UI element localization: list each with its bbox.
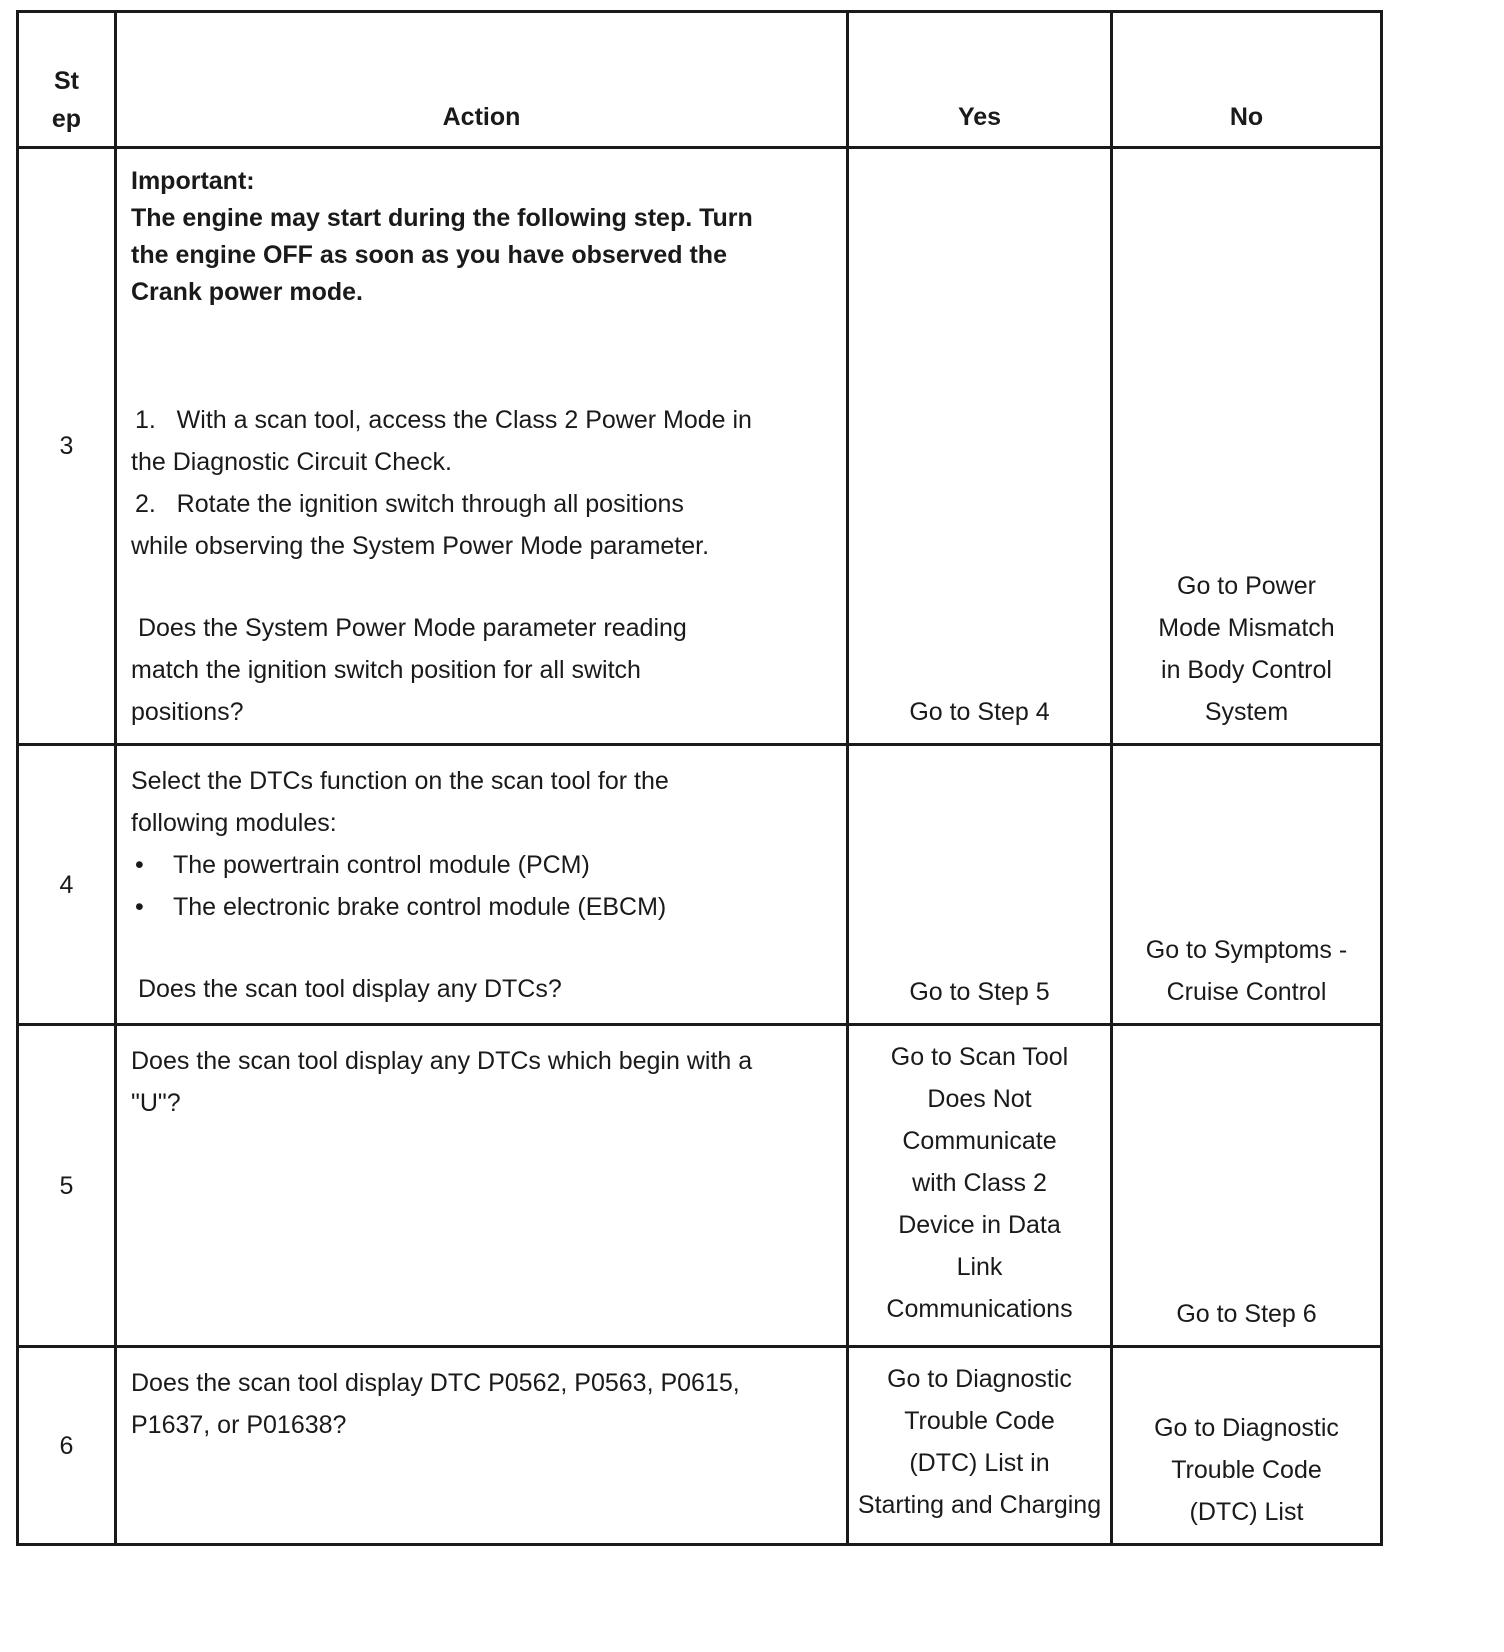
question: Does the scan tool display any DTCs? — [131, 975, 562, 1003]
important-text-line: the engine OFF as soon as you have observed the — [131, 241, 727, 269]
header-step-line2: ep — [51, 105, 82, 133]
header-step-line1: St — [54, 67, 79, 95]
header-yes-label: Yes — [957, 103, 1002, 131]
action-cell — [116, 1025, 848, 1347]
yes-link-line: Starting and Charging — [857, 1491, 1102, 1519]
action-cell — [116, 148, 848, 745]
action-line: "U"? — [131, 1089, 181, 1117]
header-action-label: Action — [442, 103, 521, 131]
no-link-line: Mode Mismatch — [1158, 614, 1335, 642]
no-cell — [1112, 1025, 1382, 1347]
important-text-line: Crank power mode. — [131, 278, 363, 306]
step-number: 3 — [18, 148, 116, 745]
no-link[interactable] — [1117, 929, 1376, 1013]
yes-cell — [848, 1347, 1112, 1545]
action-cell — [116, 1347, 848, 1545]
header-row — [18, 12, 1382, 148]
action-line: P1637, or P01638? — [131, 1411, 347, 1439]
diagnostic-table — [16, 10, 1383, 1546]
step-number: 6 — [18, 1347, 116, 1545]
no-link-line: Cruise Control — [1166, 978, 1327, 1006]
question-line: Does the System Power Mode parameter reading — [131, 614, 687, 642]
instruction-line: while observing the System Power Mode parameter. — [131, 532, 710, 560]
action-cell — [116, 745, 848, 1025]
bullet-icon: • — [135, 851, 144, 879]
list-item-text: The powertrain control module (PCM) — [173, 851, 590, 879]
yes-link-line: Trouble Code — [904, 1407, 1055, 1435]
no-link[interactable] — [1117, 565, 1376, 733]
action-line: following modules: — [131, 809, 337, 837]
yes-link-line: Go to Diagnostic — [887, 1365, 1072, 1393]
no-link[interactable] — [1117, 1407, 1376, 1533]
yes-cell — [848, 148, 1112, 745]
no-link-line: Go to Diagnostic — [1154, 1414, 1339, 1442]
yes-link-line: Go to Scan Tool — [890, 1043, 1069, 1071]
list-item-text: The electronic brake control module (EBCM) — [173, 893, 667, 921]
header-action — [116, 12, 848, 148]
step-number: 4 — [18, 745, 116, 1025]
no-link[interactable]: Go to Step 6 — [1176, 1300, 1317, 1328]
important-note — [131, 163, 832, 311]
yes-link[interactable]: Go to Step 5 — [909, 978, 1050, 1006]
instruction-line: 2. Rotate the ignition switch through all positions — [135, 490, 684, 518]
yes-link[interactable]: Go to Step 4 — [909, 698, 1050, 726]
instruction-line: 1. With a scan tool, access the Class 2 Power Mode in — [135, 406, 752, 434]
table-row-step-5 — [18, 1025, 1382, 1347]
no-cell — [1112, 745, 1382, 1025]
yes-cell — [848, 745, 1112, 1025]
yes-cell — [848, 1025, 1112, 1347]
yes-link-line: Device in Data — [898, 1211, 1061, 1239]
table-row-step-3 — [18, 148, 1382, 745]
step-number: 5 — [18, 1025, 116, 1347]
list-item — [131, 844, 832, 886]
yes-link-line: Link — [956, 1253, 1003, 1281]
no-cell — [1112, 1347, 1382, 1545]
yes-link-line: with Class 2 — [912, 1169, 1047, 1197]
instruction-steps — [131, 399, 832, 567]
action-line: Does the scan tool display any DTCs which begin with a — [131, 1047, 753, 1075]
yes-link-line: Does Not — [927, 1085, 1032, 1113]
header-no — [1112, 12, 1382, 148]
yes-link[interactable] — [853, 1036, 1106, 1330]
question-line: match the ignition switch position for all switch — [131, 656, 641, 684]
important-label: Important: — [131, 167, 255, 195]
instruction-line: the Diagnostic Circuit Check. — [131, 448, 452, 476]
question-line: positions? — [131, 698, 244, 726]
important-text-line: The engine may start during the following step. Turn — [131, 204, 753, 232]
header-no-label: No — [1229, 103, 1264, 131]
no-link-line: (DTC) List — [1189, 1498, 1304, 1526]
action-line: Select the DTCs function on the scan tool for the — [131, 767, 669, 795]
yes-link-line: (DTC) List in — [909, 1449, 1050, 1477]
table-row-step-4 — [18, 745, 1382, 1025]
header-step — [18, 12, 116, 148]
no-cell — [1112, 148, 1382, 745]
no-link-line: Go to Symptoms - — [1145, 936, 1348, 964]
no-link-line: Trouble Code — [1171, 1456, 1322, 1484]
header-yes — [848, 12, 1112, 148]
list-item — [131, 886, 832, 928]
no-link-line: Go to Power — [1177, 572, 1316, 600]
yes-link[interactable] — [853, 1358, 1106, 1526]
no-link-line: in Body Control — [1161, 656, 1332, 684]
no-link-line: System — [1204, 698, 1289, 726]
question — [131, 607, 832, 733]
yes-link-line: Communicate — [902, 1127, 1057, 1155]
yes-link-line: Communications — [886, 1295, 1073, 1323]
bullet-icon: • — [135, 893, 144, 921]
table-row-step-6 — [18, 1347, 1382, 1545]
action-line: Does the scan tool display DTC P0562, P0563, P0615, — [131, 1369, 740, 1397]
